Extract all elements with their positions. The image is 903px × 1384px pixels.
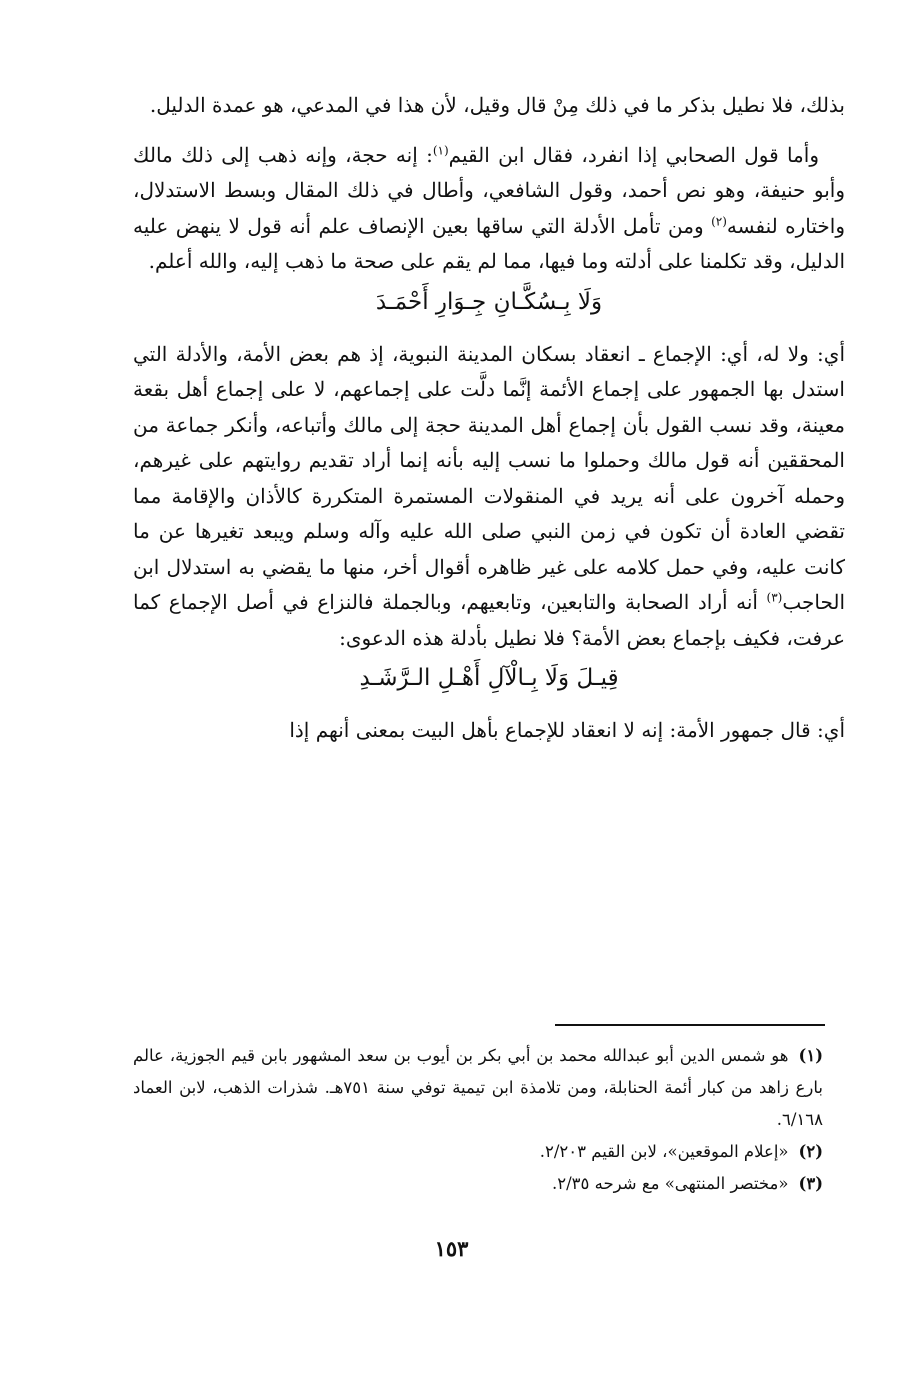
- paragraph-3-part-b: أنه أراد الصحابة والتابعين، وتابعيهم، وبالجملة فالنزاع في أصل الإجماع كما عرفت، فكيف بإجماع بعض الأمة؟ فلا نطيل بأدلة هذه الدعوى:: [133, 590, 845, 650]
- footnote-divider: [555, 1024, 825, 1026]
- verse-line-1: وَلَا بِـسُكَّـانِ جِـوَارِ أَحْمَـدَ: [375, 288, 603, 315]
- page-body: [133, 88, 845, 749]
- paragraph-2-part-a: وأما قول الصحابي إذا انفرد، فقال ابن القيم: [448, 142, 819, 167]
- footnote-ref-2: (٢): [711, 213, 727, 228]
- paragraph-2: [133, 138, 845, 280]
- footnotes: [133, 1040, 823, 1200]
- footnote-number: (٣): [798, 1174, 823, 1193]
- footnote-text: «مختصر المنتهى» مع شرحه ٢/٣٥.: [551, 1174, 789, 1193]
- footnote-ref-1: (١): [432, 142, 449, 157]
- paragraph-1: بذلك، فلا نطيل بذكر ما في ذلك مِنْ قال وقيل، لأن هذا في المدعي، هو عمدة الدليل.: [149, 93, 845, 117]
- footnote-number: (٢): [798, 1142, 823, 1161]
- paragraph-2-part-c: ومن تأمل الأدلة التي ساقها بعين الإنصاف علم أنه قول لا ينهض عليه الدليل، وقد تكلمنا على أدلته وما فيها، مما لم يقم على صحة ما ذهب إليه، والله أعلم.: [133, 213, 845, 273]
- footnote-2: [133, 1136, 823, 1168]
- paragraph-4: أي: قال جمهور الأمة: إنه لا انعقاد للإجماع بأهل البيت بمعنى أنهم إذا: [289, 718, 845, 742]
- paragraph-3: [133, 337, 845, 657]
- paragraph-2-part-b: : إنه حجة، وإنه ذهب إلى ذلك مالك وأبو حنيفة، وهو نص أحمد، وقول الشافعي، وأطال في ذلك المقال وبسط الاستدلال، واختاره لنفسه: [133, 142, 845, 238]
- page-number: ١٥٣: [434, 1236, 469, 1261]
- footnote-number: (١): [798, 1046, 823, 1065]
- footnote-ref-3: (٣): [766, 590, 783, 605]
- footnote-text: «إعلام الموقعين»، لابن القيم ٢/٢٠٣.: [539, 1142, 789, 1161]
- paragraph-3-part-a: أي: ولا له، أي: الإجماع ـ انعقاد بسكان المدينة النبوية، إذ هم بعض الأمة، والأدلة التي استدل بها الجمهور على إجماع الأئمة إنَّما دلَّت على إجماعهم، لا على إجماع أهل بقعة معينة، وقد نسب القول بأن إجماع أهل المدينة حجة إلى مالك وأتباعه، وأنكر جماعة من المحققين أنه قول مالك وحملوا ما نسب إليه بأنه إنما أراد تقديم روايتهم على غيرهم، وحمله آخرون على أنه يريد في المنقولات المستمرة المتكررة كالأذان والإقامة مما تقضي العادة أن تكون في زمن النبي صلى الله عليه وآله وسلم ويبعد تغيرها عن ما كانت عليه، وفي حمل كلامه على غير ظاهره أقوال أخر، منها ما يقضي به استدلال ابن الحاجب: [133, 341, 845, 614]
- footnote-3: [133, 1168, 823, 1200]
- verse-line-2: قِيـلَ وَلَا بِـالْآلِ أَهْـلِ الـرَّشَـدِ: [359, 665, 619, 691]
- footnote-1: [133, 1040, 823, 1136]
- footnote-text: هو شمس الدين أبو عبدالله محمد بن أبي بكر بن أيوب بن سعد المشهور بابن قيم الجوزية، عالم بارع زاهد من كبار أئمة الحنابلة، ومن تلامذة ابن تيمية توفي سنة ٧٥١هـ. شذرات الذهب، لابن العماد ٦/١٦٨.: [133, 1046, 823, 1129]
